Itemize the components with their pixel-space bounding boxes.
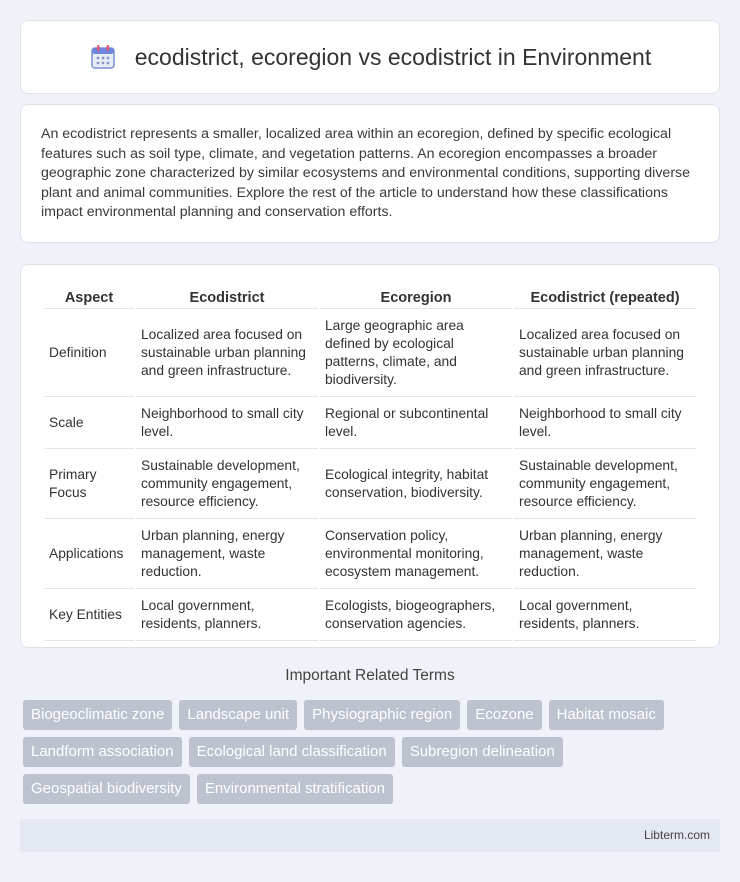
table-row: [44, 399, 696, 449]
table-cell: Large geographic area defined by ecological patterns, climate, and biodiversity.: [320, 311, 512, 397]
intro-card: [20, 104, 720, 243]
table-cell: Urban planning, energy management, waste reduction.: [136, 521, 318, 589]
table-cell: Conservation policy, environmental monitoring, ecosystem management.: [320, 521, 512, 589]
column-header: Ecoregion: [320, 287, 512, 309]
row-aspect: Applications: [44, 521, 134, 589]
intro-text: An ecodistrict represents a smaller, localized area within an ecoregion, defined by specific ecological features such as soil type, climate, and vegetation patterns. An ecoregion encompasses a broader geographic zone characterized by similar ecosystems and environmental conditions, supporting diverse plant and animal communities. Explore the rest of the article to understand how these classifications impact environmental planning and conservation efforts.: [41, 126, 691, 220]
related-term-tag[interactable]: Ecological land classification: [189, 737, 395, 767]
table-cell: Neighborhood to small city level.: [514, 399, 696, 449]
related-term-tag[interactable]: Landscape unit: [179, 700, 297, 730]
table-row: [44, 591, 696, 641]
comparison-table: [42, 285, 698, 643]
table-cell: Urban planning, energy management, waste reduction.: [514, 521, 696, 589]
related-term-tag[interactable]: Physiographic region: [304, 700, 460, 730]
calendar-icon: [89, 43, 117, 71]
table-cell: Localized area focused on sustainable urban planning and green infrastructure.: [514, 311, 696, 397]
related-term-tag[interactable]: Biogeoclimatic zone: [23, 700, 172, 730]
table-cell: Ecologists, biogeographers, conservation agencies.: [320, 591, 512, 641]
table-cell: Localized area focused on sustainable urban planning and green infrastructure.: [136, 311, 318, 397]
table-cell: Sustainable development, community engagement, resource efficiency.: [514, 451, 696, 519]
related-terms-title: Important Related Terms: [285, 667, 455, 684]
table-cell: Regional or subcontinental level.: [320, 399, 512, 449]
column-header: Ecodistrict (repeated): [514, 287, 696, 309]
related-term-tag[interactable]: Landform association: [23, 737, 182, 767]
footer-site-link[interactable]: Libterm.com: [643, 828, 710, 842]
related-terms-list: [23, 700, 723, 804]
table-cell: Local government, residents, planners.: [136, 591, 318, 641]
table-row: [44, 521, 696, 589]
related-term-tag[interactable]: Environmental stratification: [197, 774, 393, 804]
header-card: [20, 20, 720, 94]
related-term-tag[interactable]: Habitat mosaic: [549, 700, 664, 730]
row-aspect: Primary Focus: [44, 451, 134, 519]
row-aspect: Key Entities: [44, 591, 134, 641]
comparison-card: [20, 264, 720, 648]
table-cell: Sustainable development, community engagement, resource efficiency.: [136, 451, 318, 519]
related-term-tag[interactable]: Geospatial biodiversity: [23, 774, 190, 804]
row-aspect: Scale: [44, 399, 134, 449]
page-title: ecodistrict, ecoregion vs ecodistrict in Environment: [134, 43, 652, 70]
related-term-tag[interactable]: Subregion delineation: [402, 737, 563, 767]
table-cell: Ecological integrity, habitat conservation, biodiversity.: [320, 451, 512, 519]
table-cell: Neighborhood to small city level.: [136, 399, 318, 449]
column-header: Aspect: [44, 287, 134, 309]
column-header: Ecodistrict: [136, 287, 318, 309]
footer: [20, 819, 720, 852]
table-cell: Local government, residents, planners.: [514, 591, 696, 641]
related-term-tag[interactable]: Ecozone: [467, 700, 541, 730]
row-aspect: Definition: [44, 311, 134, 397]
table-row: [44, 311, 696, 397]
table-row: [44, 451, 696, 519]
table-header-row: [44, 287, 696, 309]
